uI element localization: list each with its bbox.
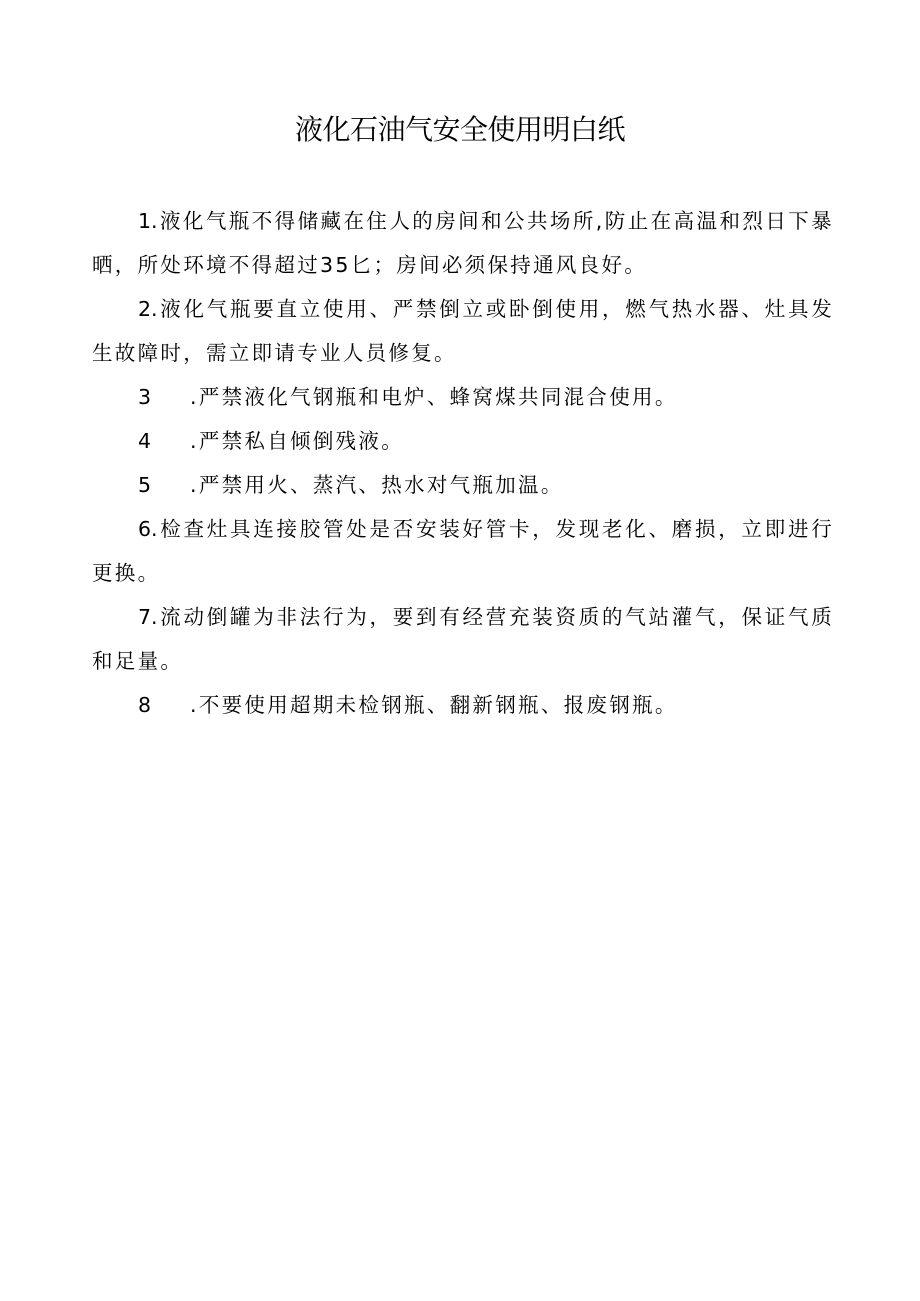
item-text: .严禁用火、蒸汽、热水对气瓶加温。	[190, 473, 564, 497]
item-number: 2	[138, 297, 152, 321]
item-text: .液化气瓶不得储藏在住人的房间和公共场所,防止在高温和烈日下暴晒，所处环境不得超过35匕；房间必须保持通风良好。	[92, 209, 834, 277]
item-number: 3	[138, 385, 152, 409]
item-number: 5	[138, 473, 152, 497]
item-text: .不要使用超期未检钢瓶、翻新钢瓶、报废钢瓶。	[190, 693, 678, 717]
item-text: .流动倒罐为非法行为，要到有经营充装资质的气站灌气，保证气质和足量。	[92, 605, 834, 673]
item-number: 1	[138, 209, 152, 233]
item-text: .检查灶具连接胶管处是否安装好管卡，发现老化、磨损，立即进行更换。	[92, 517, 834, 585]
document-body	[92, 199, 834, 727]
list-item	[92, 375, 834, 419]
list-item	[92, 199, 834, 287]
item-number: 6	[138, 517, 152, 541]
item-text: .严禁私自倾倒残液。	[190, 429, 405, 453]
item-number: 4	[138, 429, 152, 453]
list-item	[92, 507, 834, 595]
item-number: 7	[138, 605, 152, 629]
item-text: .液化气瓶要直立使用、严禁倒立或卧倒使用，燃气热水器、灶具发生故障时，需立即请专业人员修复。	[92, 297, 834, 365]
item-number: 8	[138, 693, 152, 717]
list-item	[92, 419, 834, 463]
item-text: .严禁液化气钢瓶和电炉、蜂窝煤共同混合使用。	[190, 385, 678, 409]
list-item	[92, 287, 834, 375]
list-item	[92, 463, 834, 507]
document-title: 液化石油气安全使用明白纸	[294, 113, 625, 146]
list-item	[92, 595, 834, 683]
list-item	[92, 683, 834, 727]
